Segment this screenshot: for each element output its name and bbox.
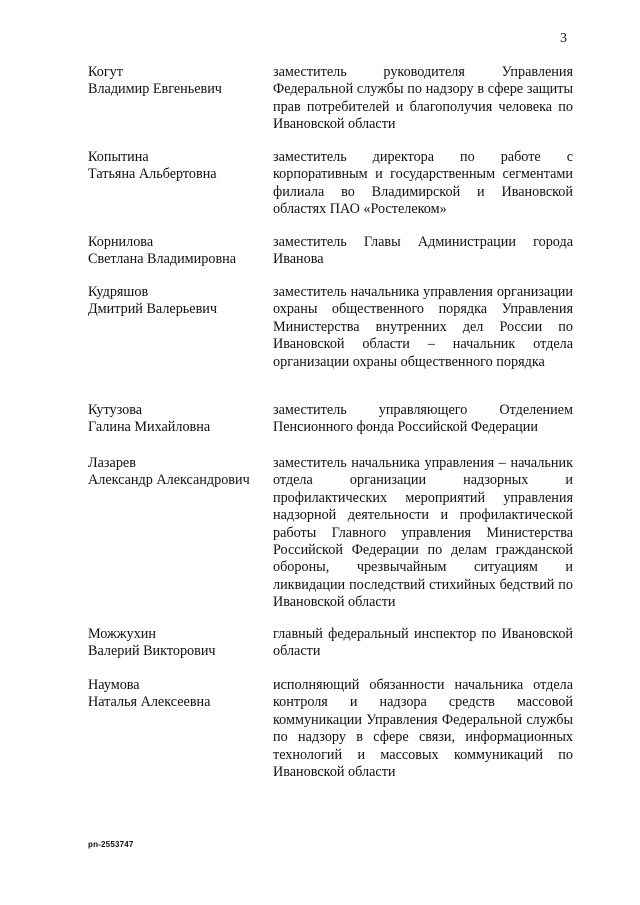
- person-position: исполняющий обязанности начальника отдела контроля и надзора средств массовой коммуникации Управления Федеральной службы по надзору в сфере связи, информационных технологий и массовых коммуникаций по Ивановской области: [273, 677, 573, 781]
- person-name: [88, 402, 258, 436]
- given-names: Галина Михайловна: [88, 419, 211, 435]
- surname: Наумова: [88, 677, 140, 693]
- person-position: заместитель руководителя Управления Федеральной службы по надзору в сфере защиты прав потребителей и благополучия человека по Ивановской области: [273, 64, 573, 133]
- given-names: Дмитрий Валерьевич: [88, 301, 217, 317]
- person-name: [88, 234, 258, 268]
- page-number: 3: [560, 31, 567, 46]
- given-names: Владимир Евгеньевич: [88, 81, 222, 97]
- person-name: [88, 626, 258, 660]
- surname: Кудряшов: [88, 284, 149, 300]
- given-names: Валерий Викторович: [88, 643, 216, 659]
- document-code: pn-2553747: [88, 840, 134, 849]
- person-name: [88, 149, 258, 183]
- surname: Лазарев: [88, 455, 136, 471]
- given-names: Светлана Владимировна: [88, 251, 237, 267]
- person-name: [88, 284, 258, 318]
- person-position: заместитель директора по работе с корпоративным и государственным сегментами филиала во Владимирской и Ивановской областях ПАО «Ростелеком»: [273, 149, 573, 218]
- person-position: заместитель Главы Администрации города Иванова: [273, 234, 573, 268]
- surname: Можжухин: [88, 626, 156, 642]
- person-position: заместитель управляющего Отделением Пенсионного фонда Российской Федерации: [273, 402, 573, 436]
- person-position: заместитель начальника управления – начальник отдела организации надзорных и профилактических мероприятий управления надзорной деятельности и профилактической работы Главного управления Министерства Российской Федерации по делам гражданской обороны, чрезвычайным ситуациям и ликвидации последствий стихийных бедствий по Ивановской области: [273, 455, 573, 611]
- given-names: Наталья Алексеевна: [88, 694, 211, 710]
- person-name: [88, 677, 258, 711]
- given-names: Татьяна Альбертовна: [88, 166, 217, 182]
- surname: Когут: [88, 64, 123, 80]
- surname: Кутузова: [88, 402, 143, 418]
- person-name: [88, 64, 258, 98]
- surname: Копытина: [88, 149, 149, 165]
- person-name: [88, 455, 258, 489]
- given-names: Александр Александрович: [88, 472, 250, 488]
- person-position: заместитель начальника управления организации охраны общественного порядка Управления Министерства внутренних дел России по Ивановской области – начальник отдела организации охраны общественного порядка: [273, 284, 573, 370]
- person-position: главный федеральный инспектор по Ивановской области: [273, 626, 573, 660]
- surname: Корнилова: [88, 234, 154, 250]
